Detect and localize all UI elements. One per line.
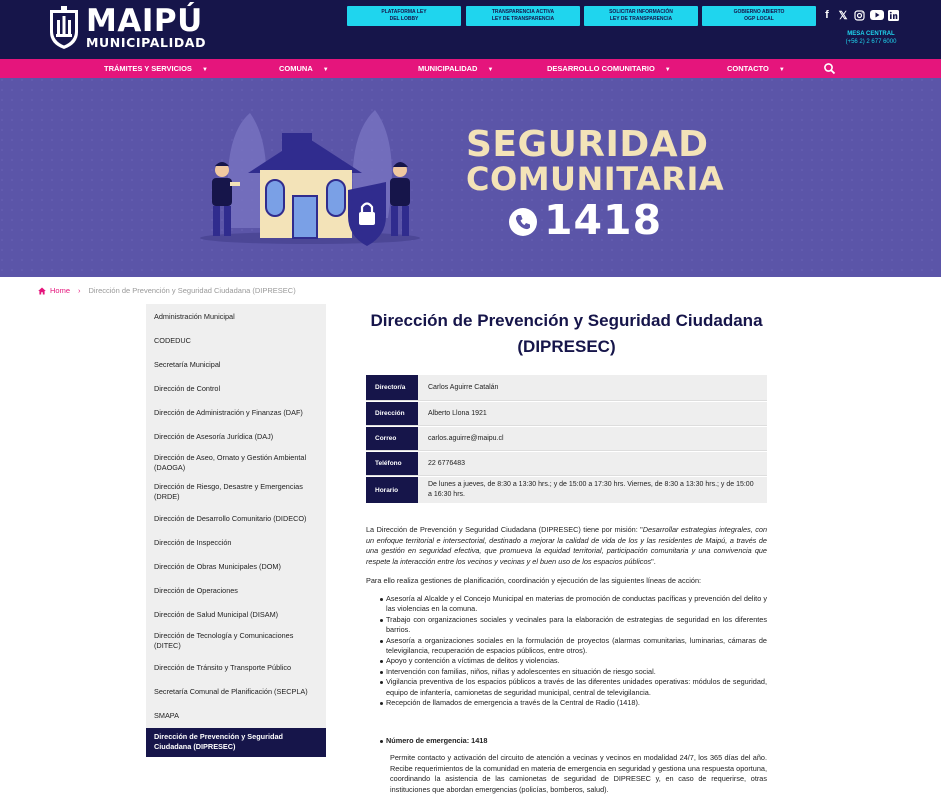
instagram-icon[interactable] <box>853 9 865 21</box>
central-phone-info <box>836 30 906 46</box>
sidebar-item[interactable]: Dirección de Asesoría Jurídica (DAJ) <box>154 432 274 441</box>
sidebar-item-label: Dirección de Prevención y Seguridad Ciudadana (DIPRESEC) <box>154 732 283 751</box>
sidebar-item[interactable]: Dirección de Inspección <box>154 538 232 547</box>
list-item: Intervención con familias, niños, niñas y adolescentes en situación de riesgo social. <box>380 667 767 677</box>
quick-link-line1: SOLICITAR INFORMACIÓN <box>609 9 673 15</box>
request-information-button[interactable] <box>584 6 698 26</box>
x-icon[interactable]: 𝕏 <box>838 9 848 22</box>
search-icon[interactable] <box>823 62 836 75</box>
list-item: Asesoría al Alcalde y el Concejo Municipal en materias de promoción de conductas pacíficas y prevención del delito y las violencias en la comuna. <box>380 594 767 615</box>
list-item: Apoyo y contención a víctimas de delitos y violencias. <box>380 656 767 666</box>
list-item: Recepción de llamados de emergencia a través de la Central de Radio (1418). <box>380 698 767 708</box>
info-value-email[interactable]: carlos.aguirre@maipu.cl <box>428 435 504 442</box>
quick-link-line2: DEL LOBBY <box>389 16 419 22</box>
facebook-icon[interactable]: f <box>825 9 829 21</box>
nav-label: TRÁMITES Y SERVICIOS <box>104 64 192 73</box>
breadcrumb-current: Dirección de Prevención y Seguridad Ciudadana (DIPRESEC) <box>88 286 296 295</box>
mission-paragraph <box>366 525 767 567</box>
info-row-phone <box>366 452 767 476</box>
home-icon[interactable] <box>38 287 46 295</box>
sidebar-item[interactable]: Dirección de Riesgo, Desastre y Emergencias (DRDE) <box>154 482 303 501</box>
chevron-down-icon: ▼ <box>201 67 208 73</box>
chevron-down-icon: ▼ <box>487 67 494 73</box>
linkedin-icon[interactable] <box>887 9 899 21</box>
lobby-platform-button[interactable] <box>347 6 461 26</box>
hero-banner <box>0 78 941 277</box>
info-row-director <box>366 375 767 401</box>
central-phone-label: MESA CENTRAL <box>847 31 895 37</box>
nav-label: COMUNA <box>279 64 313 73</box>
chevron-right-icon: › <box>78 286 81 295</box>
sidebar-item[interactable]: Dirección de Aseo, Ornato y Gestión Ambiental (DAOGA) <box>154 453 307 472</box>
nav-municipalidad[interactable] <box>418 59 493 78</box>
nav-label: MUNICIPALIDAD <box>418 64 478 73</box>
main-navigation <box>0 59 941 78</box>
open-government-button[interactable] <box>702 6 816 26</box>
sidebar-item[interactable]: SMAPA <box>154 711 180 720</box>
quick-link-line1: PLATAFORMA LEY <box>381 9 427 15</box>
sidebar-menu <box>146 304 326 757</box>
mission-quote: Desarrollar estrategias integrales, con un enfoque territorial e intersectorial, destinado a mejorar la calidad de vida de los y las residentes de Maipú, a través de una gestión en seguridad efectiva, que promueva la equidad territorial, participación comunitaria y una convivencia que respete la interacción entre los vecinos y vecinas y el buen uso de los espacios públicos <box>366 525 767 566</box>
breadcrumb-home[interactable]: Home <box>50 286 71 295</box>
sidebar-item[interactable]: Secretaría Municipal <box>154 360 221 369</box>
info-row-email <box>366 427 767 451</box>
sidebar-item[interactable]: Administración Municipal <box>154 312 235 321</box>
lines-intro: Para ello realiza gestiones de planificación, coordinación y ejecución de las siguientes líneas de acción: <box>366 576 702 585</box>
info-label: Director/a <box>366 375 418 400</box>
mission-end: ". <box>651 556 656 566</box>
logo-title: MAIPÚ <box>86 3 203 39</box>
sidebar-item[interactable]: Dirección de Tránsito y Transporte Público <box>154 663 292 672</box>
info-value: 22 6776483 <box>428 460 465 467</box>
banner-title-line2: COMUNITARIA <box>466 160 725 198</box>
info-value: Carlos Aguirre Catalán <box>428 384 499 391</box>
list-item: Trabajo con organizaciones sociales y vecinales para la elaboración de estrategias de seguridad en los diferentes barrios. <box>380 615 767 636</box>
youtube-icon[interactable] <box>869 9 884 21</box>
mission-intro: La Dirección de Prevención y Seguridad Ciudadana (DIPRESEC) tiene por misión: " <box>366 525 643 534</box>
logo-subtitle: MUNICIPALIDAD <box>86 35 207 50</box>
sidebar-item[interactable]: Dirección de Tecnología y Comunicaciones (DITEC) <box>154 631 294 650</box>
list-item: Asesoría a organizaciones sociales en la formulación de proyectos (alarmas comunitarias, luminarias, cámaras de televigilancia, recuperación de espacios públicos, entre otros). <box>380 636 767 657</box>
info-label: Correo <box>366 427 418 450</box>
chevron-down-icon: ▼ <box>322 67 329 73</box>
emergency-number: 1418 <box>544 196 663 244</box>
sidebar-item[interactable]: Dirección de Obras Municipales (DOM) <box>154 562 281 571</box>
sidebar-item[interactable]: Dirección de Operaciones <box>154 586 238 595</box>
nav-label: CONTACTO <box>727 64 769 73</box>
info-label: Horario <box>366 477 418 503</box>
info-value: Alberto Llona 1921 <box>428 410 487 417</box>
top-header <box>0 0 941 59</box>
banner-title-line1: SEGURIDAD <box>466 124 709 165</box>
nav-label: DESARROLLO COMUNITARIO <box>547 64 655 73</box>
central-phone-number[interactable]: (+56 2) 2 677 6000 <box>845 39 897 45</box>
list-item: Vigilancia preventiva de los espacios públicos a través de las diferentes unidades operativas: módulos de seguridad, equipo de infantería, camionetas de seguridad municipal, central de televigilancia. <box>380 677 767 698</box>
sidebar-item[interactable]: Dirección de Administración y Finanzas (DAF) <box>154 408 303 417</box>
sidebar-item[interactable]: Secretaría Comunal de Planificación (SECPLA) <box>154 687 308 696</box>
info-row-schedule <box>366 477 767 503</box>
chevron-down-icon: ▼ <box>778 67 785 73</box>
emergency-number-heading: Número de emergencia: 1418 <box>380 736 487 745</box>
sidebar-item[interactable]: Dirección de Desarrollo Comunitario (DIDECO) <box>154 514 307 523</box>
chevron-down-icon: ▼ <box>664 67 671 73</box>
emergency-description: Permite contacto y activación del circuito de atención a vecinas y vecinos en modalidad 24/7, los 365 días del año. Recibe requerimientos de la comunidad en materia de emergencia en seguridad y gestiona una respuesta oportuna, coordinando la asistencia de las camionetas de seguridad de DIPRESEC y, en caso de requerirse, otras instituciones que abordan emergencias (policías, bomberos, salud). <box>390 753 767 794</box>
nav-contacto[interactable] <box>727 59 785 78</box>
quick-link-line2: LEY DE TRANSPARENCIA <box>609 16 673 22</box>
shield-logo-icon <box>48 6 80 50</box>
phone-icon <box>509 208 537 236</box>
action-lines-list <box>380 594 767 708</box>
sidebar-item[interactable]: Dirección de Salud Municipal (DISAM) <box>154 610 279 619</box>
nav-tramites[interactable] <box>104 59 208 78</box>
maipu-logo[interactable] <box>48 5 206 51</box>
info-row-address <box>366 402 767 426</box>
nav-comuna[interactable] <box>279 59 329 78</box>
info-value: De lunes a jueves, de 8:30 a 13:30 hrs.; y de 15:00 a 17:30 hrs. Viernes, de 8:30 a 13:30 hrs.; y de 15:00 a 16:30 hrs. <box>428 481 754 498</box>
info-label: Teléfono <box>366 452 418 475</box>
quick-link-line1: GOBIERNO ABIERTO <box>733 9 785 15</box>
sidebar-item[interactable]: CODEDUC <box>154 336 191 345</box>
sidebar-item[interactable]: Dirección de Control <box>154 384 221 393</box>
nav-desarrollo-comunitario[interactable] <box>547 59 671 78</box>
transparency-active-button[interactable] <box>466 6 580 26</box>
quick-link-line2: LEY DE TRANSPARENCIA <box>491 16 555 22</box>
breadcrumb <box>38 286 296 295</box>
info-label: Dirección <box>366 402 418 425</box>
page-title: Dirección de Prevención y Seguridad Ciudadana (DIPRESEC) <box>370 311 763 356</box>
quick-link-line1: TRANSPARENCIA ACTIVA <box>491 9 555 15</box>
sidebar-item-dipresec-active[interactable] <box>146 728 326 757</box>
quick-link-line2: OGP LOCAL <box>744 16 774 22</box>
